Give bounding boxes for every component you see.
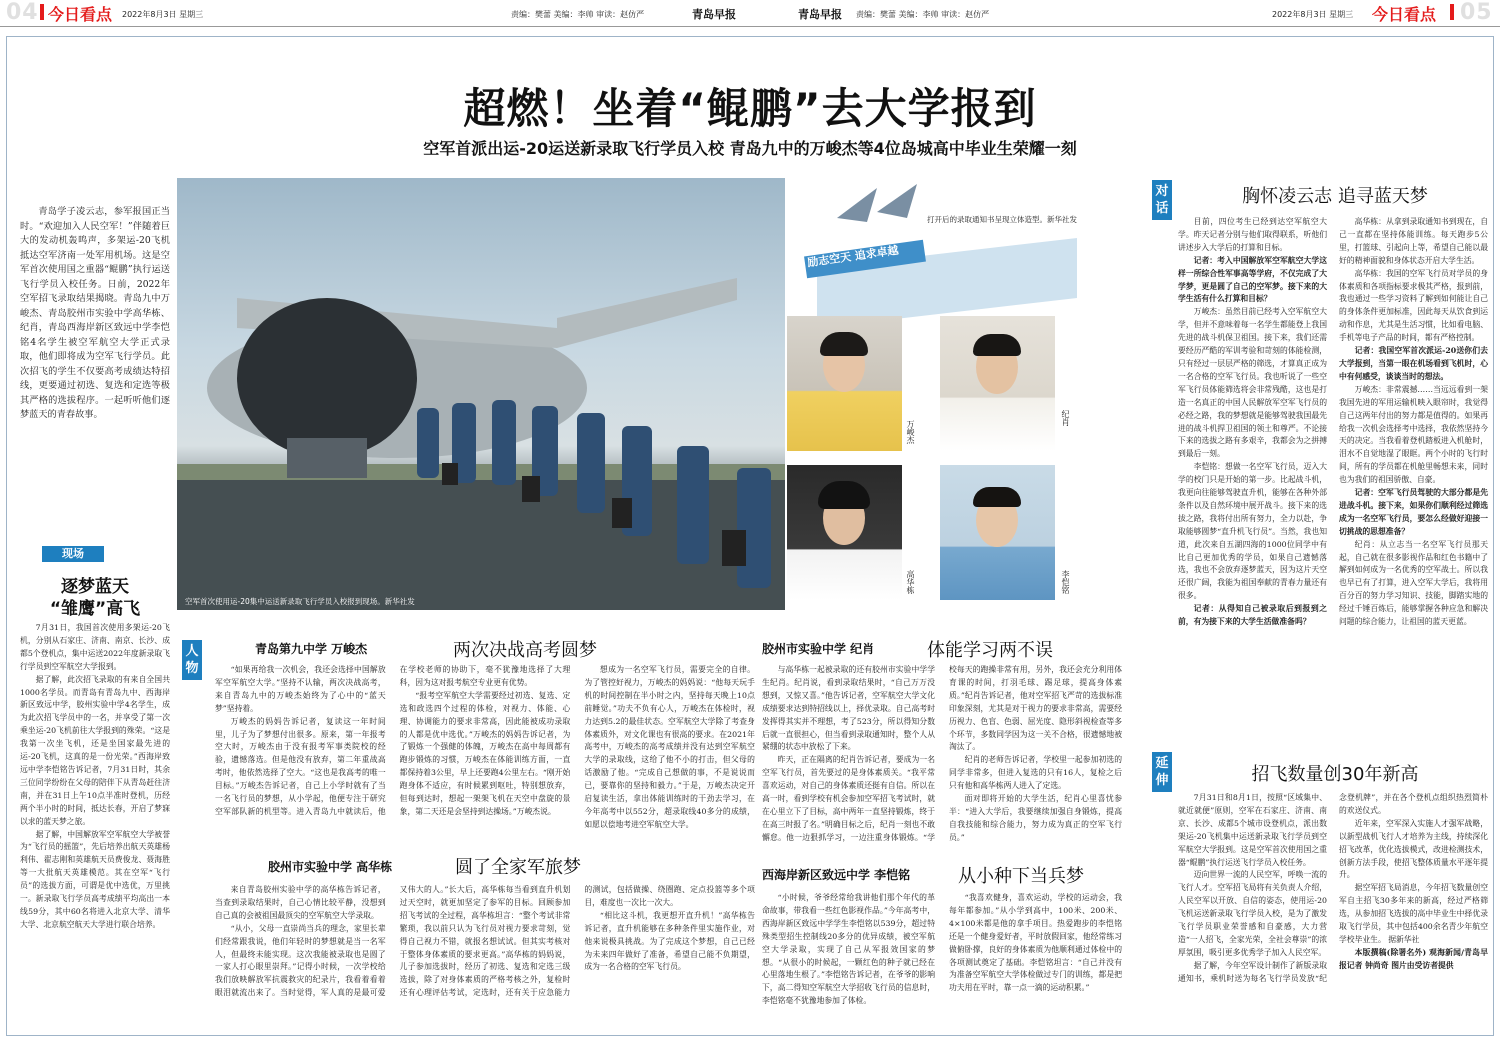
- dialogue-paragraph: 记者：我国空军首次派运-20送你们去大学报到，当第一眼在机场看到飞机时，心中有何感受，谈谈当时的想法。: [1339, 346, 1488, 381]
- extension-title: 招飞数量创30年新高: [1251, 764, 1419, 785]
- intro-text: [20, 205, 170, 423]
- portrait-name-4: 李恺铭: [1061, 570, 1070, 594]
- dialogue-body: [1178, 216, 1488, 736]
- extension-paragraph: 近年来，空军深入实施人才强军战略，以新型战机飞行人才培养为主线，持续深化招飞改革，优化选拔模式，改进检测技术，创新方法手段，使招飞整体质量水平逐年提升。: [1339, 818, 1488, 880]
- s2-school: 胶州市实验中学 纪肖: [762, 642, 875, 656]
- date-right: 2022年8月3日 星期三: [1272, 10, 1354, 19]
- header-right: [750, 0, 1500, 24]
- s1-paragraph: 想成为一名空军飞行员，需要完全的自律。为了管控好视力，万峻杰的妈妈说：“他每天玩手机的时间控制在半小时之内，坚持每天晚上10点前睡觉。”功夫不负有心人，万峻杰在体检时，视力达到5.2的最佳状态。空军航空大学除了考查身体素质外，对文化课也有很高的要求。在2021年高考中，万峻杰的高考成绩并没有达到空军航空大学的录取线，这给了他不小的打击，但父母的话激励了他。“完成自己想做的事，不是说说而已，要靠你的坚持和毅力。”于是，万峻杰决定开启复读生活，拿出体能训练时的干劲去学习，在今年高考中以552分，超录取线40多分的成绩，如愿以偿地考进空军航空大学。: [584, 665, 755, 829]
- hair: [820, 332, 868, 356]
- s2-body: [762, 664, 1122, 852]
- dialogue-paragraph: 高华栋：从拿到录取通知书到现在，自己一直都在坚持体能训练。每天跑步5公里，打篮球、引起向上等，希望自己能以最好的精神面貌和身体状态开启大学生活。: [1339, 217, 1488, 265]
- page-number-left: 04: [6, 0, 39, 25]
- scene-tag: 现场: [42, 546, 104, 562]
- paper-logo-left: [692, 6, 736, 22]
- portrait-gao-huadong: [787, 465, 902, 600]
- scene-paragraph: 据了解，中国解放军空军航空大学被誉为“飞行员的摇篮”，先后培养出航天英雄杨利伟、翟志刚和英雄航天员费俊龙、聂海胜等一大批航天英雄模范。其在空军“飞行员”的选拔方面，可谓是优中选优，万里挑一。新录取飞行学员高考成绩平均高出一本线59分，其中60名将进入北京大学、清华大学、北京航空航天大学进行联合培养。: [20, 829, 170, 929]
- s4-body: [762, 892, 1122, 1032]
- s4-title: 从小种下当兵梦: [958, 866, 1084, 887]
- intro-paragraph: 青岛学子凌云志，参军报国正当时。“欢迎加入人民空军！”伴随着巨大的发动机轰鸣声，多架运-20飞机抵达空军济南一处军用机场。这是空军首次使用国之重器“鲲鹏”执行运送飞行学员入校任务。日前，2022年空军招飞录取结果揭晓。青岛九中万峻杰、青岛胶州市实验中学高华栋、纪肖，青岛西海岸新区致远中学李恺铭4名学生被空军航空大学正式录取，他们即将成为空军飞行学员。此次招飞的学生不仅要高考成绩达特招线，更要通过初选、复选和定选等极其严格的选拔程序。一起听听他们逐梦蓝天的青春故事。: [20, 206, 170, 420]
- scene-title-line2: “雏鹰”高飞: [49, 599, 141, 619]
- cargo-door: [237, 298, 417, 458]
- scene-paragraph: 据了解，此次招飞录取的有来自全国共1000名学员。而青岛有青岛九中、西海岸新区致远中学，胶州实验中学4名学生，成为此次招飞学员中的一名，并享受了第一次乘坐运-20飞机前往大学报到的殊荣。“这是我第一次坐飞机，还是坐国家最先进的运-20飞机，这真的是一份光荣。”西海岸致远中学李恺铭告诉记者，7月31日时，其余三位同学纷纷在父母的陪伴下从青岛赶往济南，并在31日上午10点半准时登机，历经两个半小时的时间，抵达长春，开启了梦寐以求的蓝天梦之旅。: [20, 674, 170, 826]
- s2-title: 体能学习两不误: [927, 640, 1053, 661]
- portrait-ji-xiao: [940, 316, 1055, 451]
- portrait-name-3: 高华栋: [906, 570, 915, 594]
- portrait-name-2: 纪肖: [1061, 410, 1070, 426]
- editors-right: 责编：樊蕾 美编：李帅 审读：赵仿严: [856, 10, 990, 19]
- s3-body: [215, 884, 755, 1034]
- dialogue-paragraph: 高华栋：我国的空军飞行员对学员的身体素质和各项指标要求极其严格，报到前，我也通过一些学习资料了解到如何能让自己的身体条件更加标准，因此每天从饮食到运动和作息，尤其是生活习惯，比如看电脑、手机等电子产品的时间，都有严格控制。: [1339, 268, 1488, 343]
- header-rule: [0, 26, 1500, 27]
- dialogue-paragraph: 目前，四位考生已经到达空军航空大学。昨天记者分别与他们取得联系，听他们讲述步入大学后的打算和目标。: [1178, 217, 1327, 252]
- editors-left: 责编：樊蕾 美编：李帅 审读：赵仿严: [511, 10, 645, 19]
- aircraft-wing-right: [557, 278, 737, 348]
- dialogue-paragraph: 记者：考入中国解放军空军航空大学这样一所综合性军事高等学府，不仅完成了大学梦，更是圆了自己的空军梦。接下来的大学生活有什么打算和目标？: [1178, 255, 1327, 304]
- extension-paragraph: 迈向世界一流的人民空军，呼唤一流的飞行人才。空军招飞局将有关负责人介绍，人民空军以开放、自信的姿态，使用运-20飞机运送新录取飞行学员入校，是为了激发飞行学员职业荣誉感和自豪感，大力营造“一人招飞，全家光荣，全社会尊崇”的浓厚氛围，吸引更多优秀学子加入人民空军。: [1178, 870, 1327, 957]
- subheadline: 空军首派出运-20运送新录取飞行学员入校 青岛九中的万峻杰等4位岛城高中毕业生荣耀一刻: [423, 139, 1077, 158]
- date-left: 2022年8月3日 星期三: [122, 10, 204, 19]
- notice-caption: 打开后的录取通知书呈现立体造型。新华社发: [927, 215, 1077, 224]
- section-title-right: 今日看点: [1372, 5, 1437, 24]
- portrait-name-1: 万峻杰: [906, 420, 915, 444]
- notice-banner: 励志空天 追求卓越: [806, 243, 900, 270]
- s1-school: 青岛第九中学 万峻杰: [255, 642, 368, 656]
- paper-logo-right: [798, 6, 842, 22]
- section-title-left: 今日看点: [48, 5, 113, 24]
- dialogue-paragraph: 记者：从得知自己被录取后到报到之前，有为接下来的大学生活做准备吗？: [1178, 604, 1327, 627]
- s4-school: 西海岸新区致远中学 李恺铭: [762, 868, 911, 882]
- s2-paragraph: 面对即将开始的大学生活，纪肖心里喜忧参半：“进入大学后，我要继续加强自身锻炼，提高自我技能和综合能力，努力成为真正的空军飞行员。”: [949, 794, 1122, 842]
- s3-paragraph: “从小，父母一直崇尚当兵的理念，家里长辈们经常跟我说，他们年轻时的梦想就是当一名军人，但最终未能实现。这次我能被录取也是圆了一家人打心眼里崇拜。”记得小时候，一次学校给我们放映解放军抗震救灾的纪录片，我看着看着眼泪就流出来了。当时觉得，军人真的是最可爱又伟大的人。”长大后，高华栋每当看到直升机划过天空时，就更加坚定了参军的目标。回顾参加招飞考试的全过程，高华栋坦言：“整个考试非常繁琐，我以前只认为飞行员对视力要求苛刻，觉得自己视力不错，就报名想试试。但其实考核对于整体身体素质的要求更高。”高华栋的妈妈说，儿子参加选拔时，经历了初选、复选和定选三级选拔，除了对身体素质的严格考核之外，复检时还有心理评估考试，定选时，还有关于应急能力的测试，包括做操、绕圈跑、定点投篮等多个项目，难度也一次比一次大。: [215, 885, 755, 998]
- headline: 超燃！坐着“鲲鹏”去大学报到: [463, 84, 1037, 133]
- hair: [973, 487, 1021, 507]
- s1-title: 两次决战高考圆梦: [453, 640, 597, 661]
- portrait-li-kaiming: [940, 465, 1055, 600]
- logo-text: 青岛早报: [798, 8, 842, 21]
- s3-paragraph: “相比这斗机，我更想开直升机！”高华栋告诉记者，直升机能够在多种条件里实施作业，对他来说极具挑战。为了完成这个梦想，自己已经为未来四年做好了准备，希望自己能不负期望，成为一名合格的空军飞行员。: [584, 910, 755, 972]
- extension-paragraph: 7月31日和8月1日，按照“区域集中、就近就便”原则，空军在石家庄、济南、南京、长沙、成都5个城市设登机点，派出数架运-20飞机集中运送新录取飞行学员到空军航空大学报到。这是空军首次使用国之重器“鲲鹏”执行运送飞行学员入校任务。: [1178, 793, 1327, 867]
- dialogue-paragraph: 李恺铭：想做一名空军飞行员，迈入大学的校门只是开始的第一步。比起战斗机，我更向往能够驾驶直升机，能够在各种外部条件以及自然环境中展开战斗。接下来的选拔之路，我将付出所有努力，全力以赴，争取能够圆梦“直升机飞行员”。当然，我也知道，此次来自五湖四海的1000位同学中有比自己更加优秀的学员，如果自己遗憾落选，我也不会放弃逐梦蓝天，因为这片天空还很广阔，我能为祖国奉献的青春力量还有很多。: [1178, 462, 1327, 601]
- dialogue-paragraph: 纪肖：从立志当一名空军飞行员那天起，自己就在很多影视作品和红色书籍中了解到如何成为一名优秀的空军战士。所以我也早已有了打算，进入空军大学后，我将用百分百的努力学习知识、技能，脚踏实地的经过千锤百炼后，能够掌握各种应急和解决问题的综合能力，让祖国的蓝天更蓝。: [1339, 539, 1488, 627]
- dialogue-title: 胸怀凌云志 追寻蓝天梦: [1242, 186, 1428, 207]
- section-marker-left: [40, 4, 44, 20]
- hair: [973, 334, 1021, 356]
- s3-paragraph: 来自青岛胶州实验中学的高华栋告诉记者，当查到录取结果时，自己心情比较平静，没想到自己真的会被祖国最顶尖的空军航空大学录取。: [215, 885, 386, 920]
- ramp: [287, 438, 367, 478]
- s3-school: 胶州市实验中学 高华栋: [268, 860, 393, 874]
- dialogue-paragraph: 万峻杰：非常震撼……当远远看到一架我国先进的军用运输机映入眼帘时，我觉得自己这两年付出的努力都是值得的。如果再给我一次机会选择考中选择，我依然坚持今天的决定。当我看着登机踏板进入机舱时，泪水不自觉地湿了眼眶。两个小时的飞行时间，所有的学员都在机舱里畅想未来，同时也为我们的祖国骄傲、自豪。: [1339, 384, 1488, 485]
- s2-paragraph: 纪肖的老师告诉记者，学校里一起参加初选的同学非常多，但进入复选的只有16人，复检之后只有他和高华栋两人进入了定选。: [949, 755, 1122, 791]
- extension-paragraph: 据了解，今年空军设计制作了新版录取通知书，乘机时送为每名飞行学员发放“纪念登机牌”，并在各个登机点组织热烈简朴的欢送仪式。: [1178, 793, 1488, 983]
- s1-paragraph: 万峻杰的妈妈告诉记者，复读这一年时间里，儿子为了梦想付出很多。原来，第一年报考空大时，万峻杰由于没有报考军事类院校的经验，遗憾落选。但是他没有放弃，第二年重战高考时，他依然选择了空大。“这也是我高考的唯一目标。”万峻杰告诉记者，自己上小学时就有了当一名飞行员的梦想，从小学起，他便专注于研究空军部队新的机型等。进入青岛九中就读后，他在学校老师的协助下，毫不犹豫地选择了大理科，因为这对报考航空专业更有优势。: [215, 665, 571, 816]
- extension-tag: 延伸: [1152, 752, 1172, 792]
- dialogue-tag: 对话: [1152, 180, 1172, 220]
- s2-paragraph: 与高华栋一起被录取的还有胶州市实验中学学生纪肖。纪肖说，看到录取结果时，“自己万万没想到，又惊又喜。”他告诉记者，空军航空大学文化成绩要求达到特招线以上，择优录取。自己高考时发挥得其实并不理想，考了523分，所以得知分数后就一直很担心，但当看到录取通知时，整个人从紧绷的状态中放松了下来。: [762, 665, 935, 752]
- portrait-wan-junjie: [787, 316, 902, 451]
- photo-caption: 空军首次使用运-20集中运送新录取飞行学员入校报到现场。新华社发: [185, 597, 415, 606]
- header-left: [0, 0, 750, 24]
- s1-body: [215, 664, 755, 860]
- logo-text: 青岛早报: [692, 8, 736, 21]
- s1-paragraph: “如果再给我一次机会，我还会选择中国解放军空军航空大学。”坚持不认输，两次决战高考，来自青岛九中的万峻杰始终为了心中的“蓝天梦”坚持着。: [215, 665, 386, 713]
- s4-paragraph: “我喜欢健身，喜欢运动，学校的运动会，我每年都参加。”从小学到高中，100米、200米、4×100米都是他的拿手项目。热爱跑步的李恺铭还是一个健身爱好者，平时放假回家，他经常练习做俯卧撑，良好的身体素质为他顺利通过体检中的各项测试奠定了基础。李恺铭坦言：“自己并没有为准备空军航空大学体检做过专门的训练，都是把功夫用在平时，靠一点一滴的运动积累。”: [949, 893, 1122, 993]
- extension-paragraph: 据空军招飞局消息，今年招飞数量创空军自主招飞30多年来的新高，经过严格筛选，从参加招飞选拔的高中毕业生中择优录取飞行学员，其中包括400余名青少年航空学校毕业生。 据新华社: [1339, 883, 1488, 944]
- scene-body: [20, 622, 170, 1032]
- s4-paragraph: “小时候，爷爷经常给我讲他们那个年代的革命故事，带我看一些红色影视作品。”今年高考中，西海岸新区致远中学学生李恺铭以539分，超过特殊类型招生控制线20多分的优异成绩，被空军航空大学录取，实现了自己从军报效国家的梦想。“从很小的时候起，一颗红色的种子就已经在心里落地生根了。”李恺铭告诉记者，在爷爷的影响下，高二得知空军航空大学招收飞行员的信息时，李恺铭毫不犹豫地参加了体检。: [762, 893, 935, 1006]
- hair: [818, 481, 870, 509]
- dialogue-paragraph: 记者：空军飞行员驾驶的大部分都是先进战斗机。接下来，如果你们顺利经过筛选成为一名空军飞行员，要怎么经做好迎接一切挑战的思想准备？: [1339, 488, 1488, 536]
- s2-paragraph: 昨天，正在隔离的纪肖告诉记者，要成为一名空军飞行员，首先要过的是身体素质关。“我平常喜欢运动，对自己的身体素质还挺有自信。所以在高一时，看到学校有机会参加空军招飞考试时，就在心里立下了目标，高中两年一直坚持锻炼，终于在高三时报了名。”明确目标之后，纪肖一刻也不敢懈怠。他一边狠抓学习，一边注重身体锻炼。“学校每天的跑操非常有用，另外，我还会充分利用体育课的时间，打羽毛球、踢足球，提高身体素质。”纪肖告诉记者，他对空军招飞严苛的选拔标准印象深刻，尤其是对于视力的要求非常高，需要经历视力、色盲、色弱、屈光度、隐形斜视检查等多个环节，多数同学因为这一关不合格，很遗憾地被淘汰了。: [762, 665, 1122, 842]
- scene-title-line1: 逐梦蓝天: [61, 577, 129, 597]
- scene-paragraph: 7月31日，我国首次使用多架运-20飞机，分别从石家庄、济南、南京、长沙、成都5个登机点，集中运送2022年度新录取飞行学员到空军航空大学报到。: [20, 623, 170, 671]
- section-marker-right: [1450, 4, 1454, 20]
- s1-paragraph: “报考空军航空大学需要经过初选、复选、定选和政选四个过程的体检，对视力、体能、心理、协调能力的要求非常高，因此能被成功录取的人都是优中选优。”万峻杰的妈妈告诉记者，为了锻炼一个强健的体魄，万峻杰在高中每周都有跑步锻炼的习惯，万峻杰在体能训练方面，一直都保持着3公里，早上还要跑4公里左右。“刚开始跑身体不适应，有时候累到呕吐，特别想放弃，但每到达时，想起一架架飞机在天空中盘旋的景象，第二天还是会坚持到达操场。”万峻杰说。: [399, 690, 571, 816]
- people-tag: 人物: [182, 640, 202, 680]
- extension-credit: 本版撰稿(除署名外) 观海新闻/青岛早报记者 钟尚奇 图片由受访者提供: [1339, 947, 1488, 970]
- s3-title: 圆了全家军旅梦: [455, 857, 581, 878]
- extension-body: [1178, 792, 1488, 1032]
- page-number-right: 05: [1460, 0, 1493, 25]
- dialogue-paragraph: 万峻杰：虽然目前已经考入空军航空大学，但并不意味着每一名学生都能登上我国先进的战斗机保卫祖国。接下来，我们还需要经历严酷的军训考验和苛刻的体能检测，只有经过一层层严格的筛选，才算真正成为一名合格的空军飞行员。我也听说了一些空军飞行员体能筛选将会非常残酷，这也是打造一名真正的中国人民解放军空军飞行员的必经之路，我的梦想就是能够驾驶我国最先进的战斗机捍卫祖国的领土和尊严。不论接下来的选拔之路有多艰辛，我都会为之拼搏到最后一刻。: [1178, 307, 1327, 459]
